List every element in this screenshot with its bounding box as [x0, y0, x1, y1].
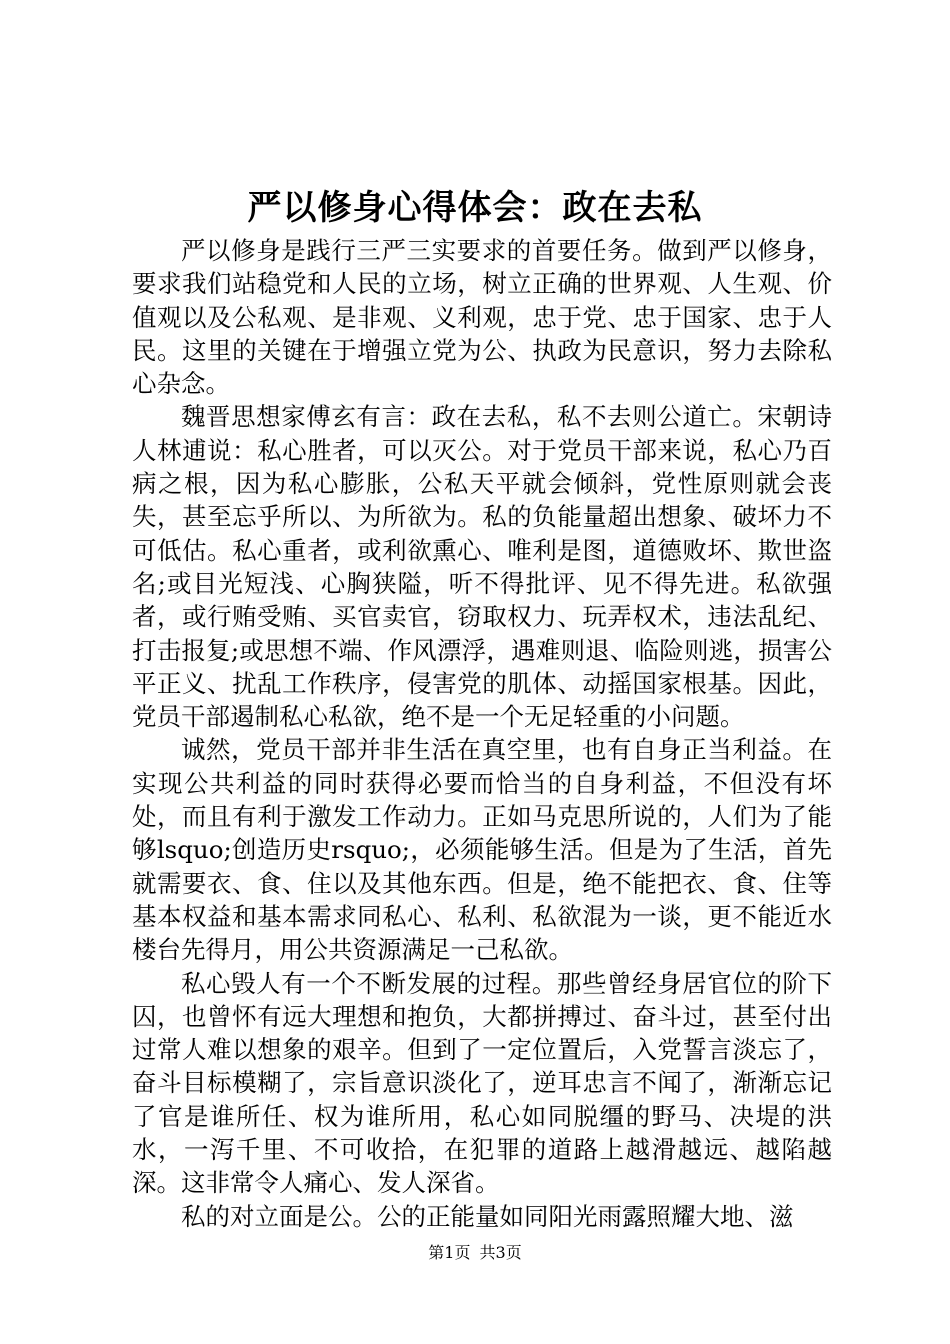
document-body	[132, 234, 832, 1233]
paragraph: 严以修身是践行三严三实要求的首要任务。做到严以修身，要求我们站稳党和人民的立场，树立正确的世界观、人生观、价值观以及公私观、是非观、义利观，忠于党、忠于国家、忠于人民。这里的关键在于增强立党为公、执政为民意识，努力去除私心杂念。	[132, 236, 832, 399]
paragraph: 魏晋思想家傅玄有言：政在去私，私不去则公道亡。宋朝诗人林逋说：私心胜者，可以灭公。对于党员干部来说，私心乃百病之根，因为私心膨胀，公私天平就会倾斜，党性原则就会丧失，甚至忘乎所以、为所欲为。私的负能量超出想象、破坏力不可低估。私心重者，或利欲熏心、唯利是图，道德败坏、欺世盗名;或目光短浅、心胸狭隘，听不得批评、见不得先进。私欲强者，或行贿受贿、买官卖官，窃取权力、玩弄权术，违法乱纪、打击报复;或思想不端、作风漂浮，遇难则退、临险则逃，损害公平正义、扰乱工作秩序，侵害党的肌体、动摇国家根基。因此，党员干部遏制私心私欲，绝不是一个无足轻重的小问题。	[132, 402, 832, 732]
page-number: 第1页	[428, 1243, 471, 1262]
page-footer	[0, 1242, 950, 1264]
document-title: 严以修身心得体会：政在去私	[247, 188, 703, 228]
paragraph: 私的对立面是公。公的正能量如同阳光雨露照耀大地、滋	[181, 1201, 794, 1231]
page-total: 共3页	[479, 1243, 522, 1262]
paragraph: 私心毁人有一个不断发展的过程。那些曾经身居官位的阶下囚，也曾怀有远大理想和抱负，大都拼搏过、奋斗过，甚至付出过常人难以想象的艰辛。但到了一定位置后，入党誓言淡忘了，奋斗目标模糊了，宗旨意识淡化了，逆耳忠言不闻了，渐渐忘记了官是谁所任、权为谁所用，私心如同脱缰的野马、决堤的洪水，一泻千里、不可收拾，在犯罪的道路上越滑越远、越陷越深。这非常令人痛心、发人深省。	[132, 968, 832, 1198]
paragraph: 诚然，党员干部并非生活在真空里，也有自身正当利益。在实现公共利益的同时获得必要而恰当的自身利益，不但没有坏处，而且有利于激发工作动力。正如马克思所说的，人们为了能够lsquo;创造历史rsquo;，必须能够生活。但是为了生活，首先就需要衣、食、住以及其他东西。但是，绝不能把衣、食、住等基本权益和基本需求同私心、私利、私欲混为一谈，更不能近水楼台先得月，用公共资源满足一己私欲。	[132, 735, 832, 965]
